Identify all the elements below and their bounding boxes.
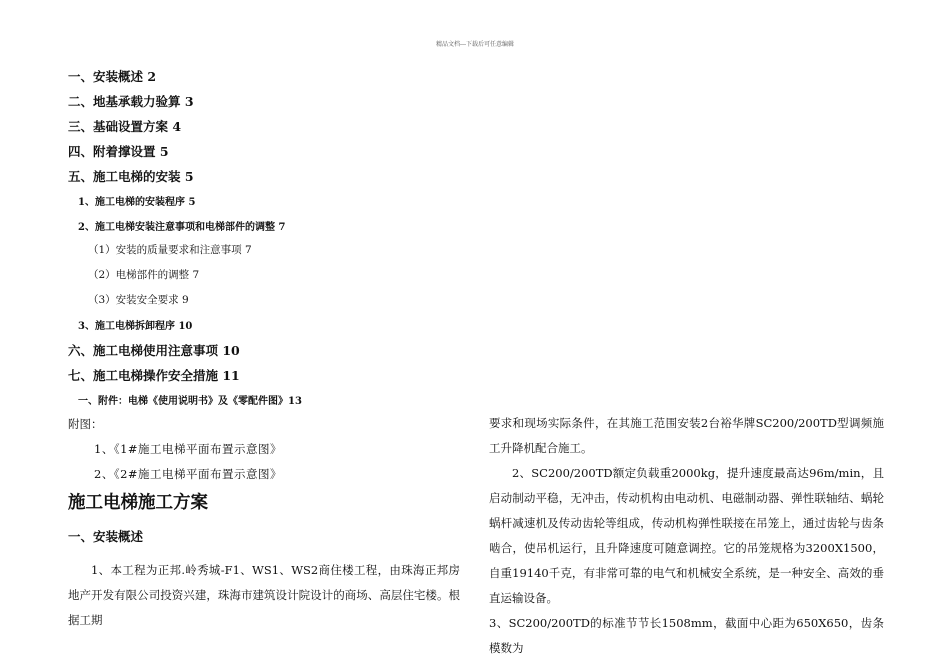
section-title: 一、安装概述 [68,529,144,544]
appendix-item: 2、《2#施工电梯平面布置示意图》 [94,467,283,481]
toc-entry[interactable]: 一、安装概述 2 [68,69,157,84]
toc-entry[interactable]: 3、施工电梯拆卸程序 10 [78,321,193,332]
toc-entry[interactable]: 1、施工电梯的安装程序 5 [78,197,196,208]
page-header: 精品文档---下载后可任意编辑 [435,41,515,48]
appendix-item: 1、《1#施工电梯平面布置示意图》 [94,442,283,456]
right-column [489,411,884,661]
toc-entry[interactable]: （1）安装的质量要求和注意事项 7 [88,244,252,256]
left-column [68,558,460,633]
paragraph: 要求和现场实际条件，在其施工范围安装2台裕华牌SC200/200TD型调频施工升降机配合施工。 [489,416,884,455]
toc-entry[interactable]: 四、附着撑设置 5 [68,144,169,159]
toc-entry[interactable]: （2）电梯部件的调整 7 [88,269,200,281]
paragraph: 3、SC200/200TD的标准节节长1508mm，截面中心距为650X650，齿条模数为 [489,616,884,655]
appendix-title: 附图： [68,417,103,431]
toc-entry[interactable]: 七、施工电梯操作安全措施 11 [68,368,240,383]
toc-entry[interactable]: 三、基础设置方案 4 [68,119,182,134]
paragraph: 1、本工程为正邦.岭秀城-F1、WS1、WS2商住楼工程，由珠海正邦房地产开发有限公司投资兴建，珠海市建筑设计院设计的商场、高层住宅楼。根据工期 [68,563,460,627]
toc-entry[interactable]: 六、施工电梯使用注意事项 10 [68,343,240,358]
paragraph: 2、SC200/200TD额定负载重2000kg，提升速度最高达96m/min，且启动制动平稳，无冲击，传动机构由电动机、电磁制动器、弹性联轴结、蜗轮蜗杆减速机及传动齿轮等组成，传动机构弹性联接在吊笼上，通过齿轮与齿条啮合，使吊机运行，且升降速度可随意调控。它的吊笼规格为3200X1500，自重19140千克，有非常可靠的电气和机械安全系统，是一种安全、高效的垂直运输设备。 [489,466,884,605]
toc-entry[interactable]: 二、地基承载力验算 3 [68,94,194,109]
document-title: 施工电梯施工方案 [68,493,208,513]
toc-entry[interactable]: 一、附件：电梯《使用说明书》及《零配件图》13 [78,396,302,407]
toc-entry[interactable]: 2、施工电梯安装注意事项和电梯部件的调整 7 [78,222,286,233]
toc-entry[interactable]: 五、施工电梯的安装 5 [68,169,194,184]
toc-entry[interactable]: （3）安装安全要求 9 [88,294,189,306]
